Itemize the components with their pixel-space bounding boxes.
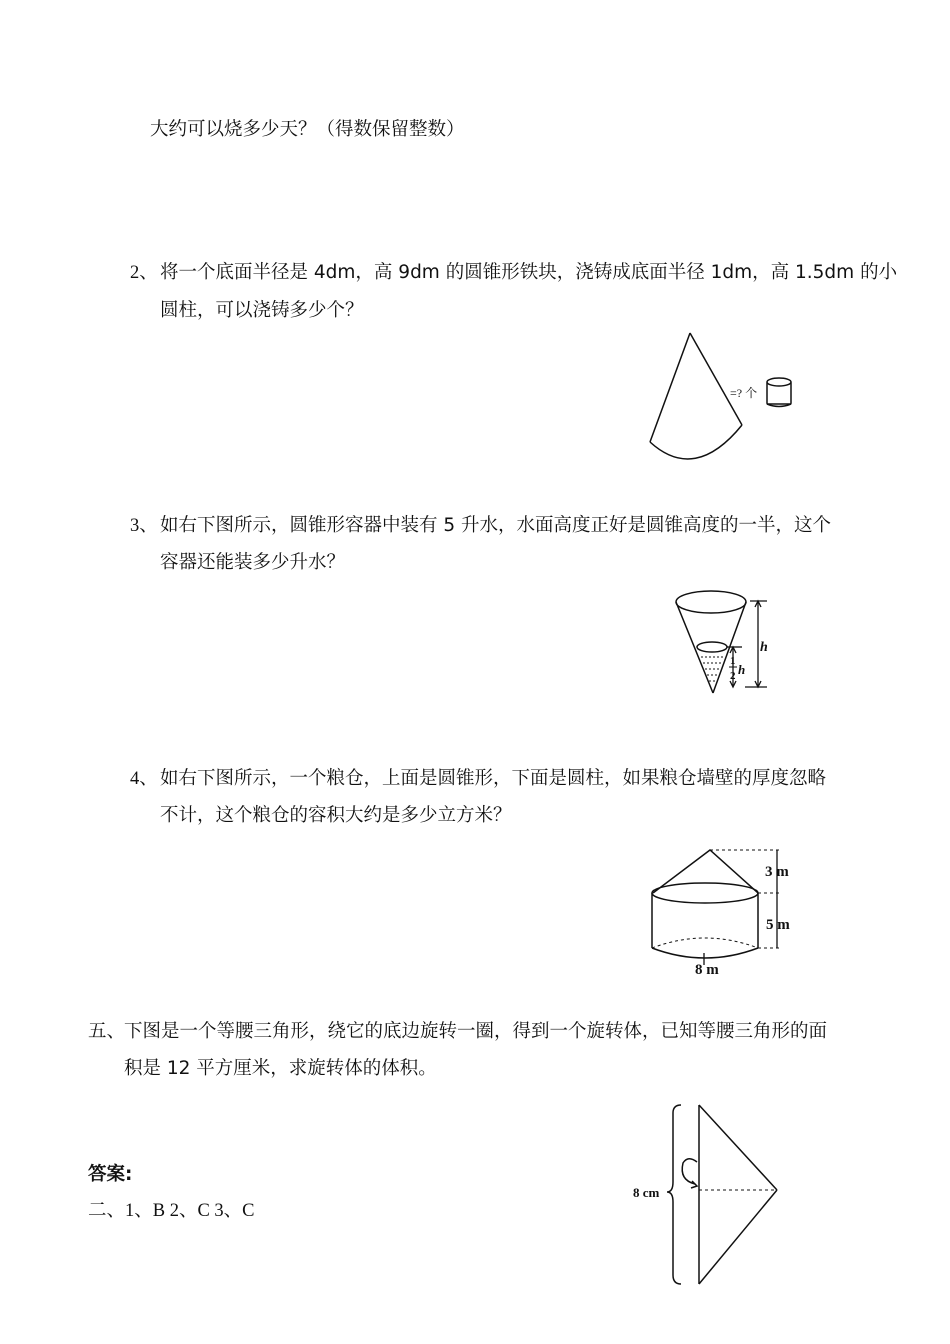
q2-cone-base-arc	[650, 425, 742, 459]
q3-cone-container-figure	[670, 585, 780, 700]
q3-number: 3、	[130, 516, 158, 536]
q2-line-1: 将一个底面半径是 4dm，高 9dm 的圆锥形铁块，浇铸成底面半径 1dm，高 1.5dm 的小	[160, 262, 898, 283]
s5-number: 五、	[88, 1021, 126, 1042]
q4-number: 4、	[130, 769, 158, 789]
q2-cone-right-edge	[690, 333, 742, 425]
q3-line-1: 如右下图所示，圆锥形容器中装有 5 升水，水面高度正好是圆锥高度的一半，这个	[160, 515, 832, 536]
q4-line-2: 不计，这个粮仓的容积大约是多少立方米？	[160, 805, 512, 826]
q4-cylinder-top	[652, 883, 758, 903]
answers-line: 二、1、B 2、C 3、C	[88, 1201, 255, 1221]
q3-height-label: h	[760, 640, 768, 655]
q3-line-2: 容器还能装多少升水？	[160, 552, 346, 573]
q2-number: 2、	[130, 263, 158, 283]
q3-half-h-label: h	[738, 662, 746, 677]
q4-cylinder-height-label: 5 m	[766, 917, 790, 933]
q3-cone-left-edge	[676, 602, 713, 693]
q4-cone-height-label: 3 m	[765, 864, 789, 880]
s5-base-length-label: 8 cm	[633, 1185, 660, 1200]
q2-cone-left-edge	[650, 333, 690, 442]
q4-cylinder-bottom-front	[652, 948, 758, 958]
q2-cylinder-top	[767, 378, 791, 386]
q3-water-surface	[697, 642, 727, 652]
s5-line-1: 下图是一个等腰三角形，绕它的底边旋转一圈，得到一个旋转体，已知等腰三角形的面	[124, 1021, 828, 1042]
q3-water-fill	[701, 657, 723, 681]
q4-cylinder-bottom-back	[652, 938, 758, 948]
s5-brace	[667, 1105, 681, 1284]
q4-diameter-label: 8 m	[695, 962, 719, 978]
q4-line-1: 如右下图所示，一个粮仓，上面是圆锥形，下面是圆柱，如果粮仓墙壁的厚度忽略	[160, 768, 827, 789]
q4-granary-figure	[640, 840, 810, 980]
q2-figure-label: =? 个	[730, 386, 758, 400]
answers-title: 答案:	[88, 1164, 133, 1185]
s5-line-2: 积是 12 平方厘米，求旋转体的体积。	[124, 1058, 437, 1079]
q2-line-2: 圆柱，可以浇铸多少个？	[160, 300, 364, 321]
s5-triangle-upper-side	[699, 1105, 777, 1190]
s5-triangle-figure	[625, 1100, 795, 1295]
s5-triangle-lower-side	[699, 1190, 777, 1284]
q3-cone-rim	[676, 591, 746, 613]
q2-cone-figure	[640, 325, 810, 475]
s5-rotation-arrow-icon	[682, 1159, 697, 1184]
q3-half-denominator: 2	[730, 670, 736, 682]
q3-half-numerator: 1	[730, 655, 736, 667]
q1-tail-text: 大约可以烧多少天？（得数保留整数）	[150, 119, 465, 140]
